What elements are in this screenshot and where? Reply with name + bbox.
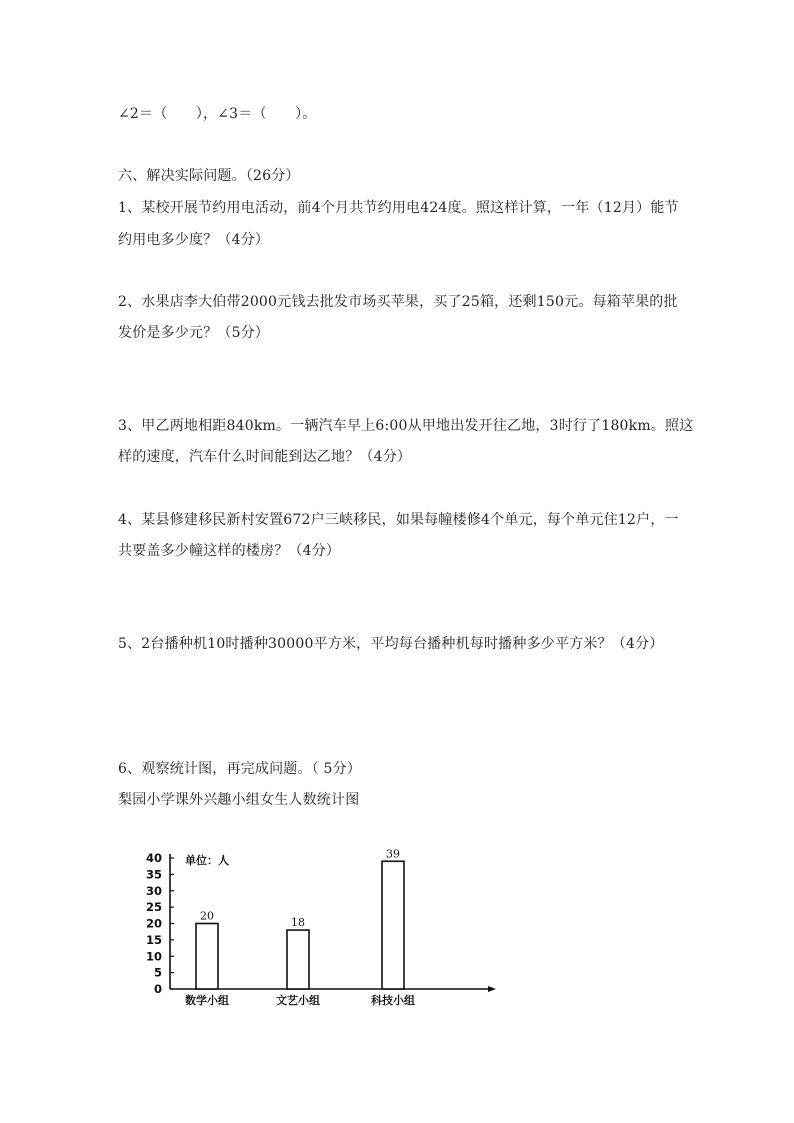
question-4-line-1: 4、某县修建移民新村安置672户三峡移民，如果每幢楼修4个单元，每个单元住12户，一 — [118, 512, 679, 528]
category-label: 科技小组 — [371, 994, 415, 1007]
question-1-line-1: 1、某校开展节约用电活动，前4个月共节约用电424度。照这样计算，一年（12月）能节 — [118, 200, 679, 216]
y-tick-label: 20 — [145, 916, 162, 931]
bar — [196, 924, 218, 990]
y-tick-label: 40 — [145, 851, 162, 865]
question-6-line-1: 6、观察统计图，再完成问题。（ 5分） — [118, 761, 362, 777]
bar-value-label: 39 — [386, 847, 400, 861]
category-label: 文艺小组 — [276, 994, 320, 1007]
section-title: 六、解决实际问题。（26分） — [118, 168, 300, 184]
bar — [287, 930, 309, 989]
bar-value-label: 20 — [200, 909, 214, 923]
bar — [382, 861, 404, 989]
question-5-line-1: 5、2台播种机10时播种30000平方米，平均每台播种机每时播种多少平方米？（4分） — [118, 636, 664, 652]
question-2-line-1: 2、水果店李大伯带2000元钱去批发市场买苹果，买了25箱，还剩150元。每箱苹果的批 — [118, 294, 678, 310]
question-3-line-2: 样的速度，汽车什么时间能到达乙地？（4分） — [118, 449, 412, 465]
x-axis-arrow — [488, 986, 496, 992]
question-1-line-2: 约用电多少度？（4分） — [118, 232, 270, 248]
y-tick-label: 10 — [145, 949, 162, 964]
y-tick-label: 5 — [153, 965, 162, 980]
chart-caption: 梨园小学课外兴趣小组女生人数统计图 — [118, 792, 360, 808]
bar-value-label: 18 — [291, 916, 305, 930]
unit-label: 单位：人 — [185, 854, 229, 867]
question-2-line-2: 发价是多少元？（5分） — [118, 325, 270, 341]
category-label: 数学小组 — [185, 994, 229, 1007]
question-3-line-1: 3、甲乙两地相距840km。一辆汽车早上6:00从甲地出发开往乙地，3时行了180km。照这 — [118, 418, 694, 434]
y-tick-label: 25 — [145, 900, 162, 915]
angles-blanks-line: ∠2＝（ ），∠3＝（ ）。 — [118, 106, 317, 122]
y-tick-label: 30 — [145, 883, 162, 898]
y-tick-label: 35 — [145, 867, 162, 882]
question-4-line-2: 共要盖多少幢这样的楼房？（4分） — [118, 543, 341, 559]
bars — [185, 847, 415, 1007]
y-tick-label: 0 — [153, 982, 162, 996]
y-tick-label: 15 — [145, 932, 162, 947]
